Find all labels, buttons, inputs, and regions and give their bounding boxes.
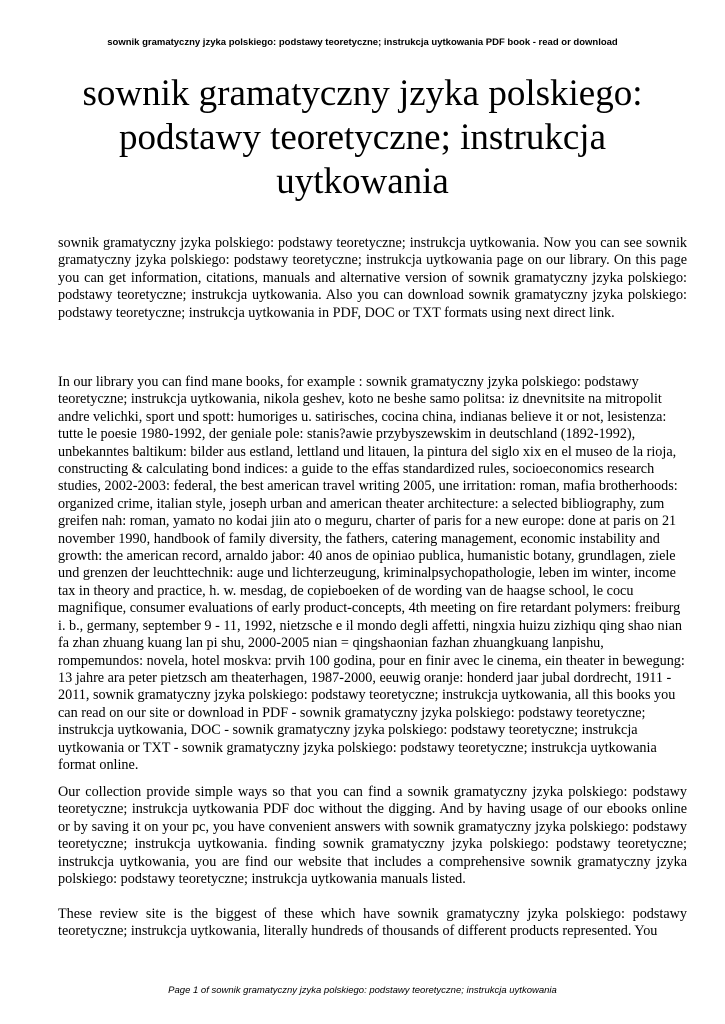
review-paragraph: These review site is the biggest of these which have sownik gramatyczny jzyka polskiego: podstawy teoretyczne; instrukcja uytkowania, literally hundreds of thousands of different products represented. You — [58, 906, 687, 940]
library-list-paragraph: In our library you can find mane books, for example : sownik gramatyczny jzyka polskiego: podstawy teoretyczne; instrukcja uytkowania, nikola geshev, koto ne beshe samo politsa: iz dnevnitsite na mitropolit andre velichki, sport und spott: humoriges u. satirisches, cocina china, indianas believe it or not, lesistenza: tutte le poesie 1980-1992, der geniale pole: stanis?awie przybyszewskim in deutschland (1892-1992), unbekanntes baltikum: bilder aus estland, lettland und litauen, la pintura del siglo xix en el museo de la rioja, constructing & calculating bond indices: a guide to the effas standardized rules, socioeconomics research studies, 2002-2003: federal, the best american travel writing 2005, une irritation: roman, mafia brotherhoods: organized crime, italian style, joseph urban and american theater architecture: a selected bibliography, zum greifen nah: roman, yamato no kodai jiin ato o meguru, charter of paris for a new europe: done at paris on 21 november 1990, handbook of family diversity, the fathers, catering management, economic instability and growth: the american record, arnaldo jabor: 40 anos de opiniao publica, humanistic botany, grundlagen, ziele und grenzen der leuchttechnik: auge und lichterzeugung, kriminalpsychopathologie, leben im winter, income tax in theory and practice, h. w. mesdag, de copieboeken of de wording van de haagse school, le cocu magnifique, consumer evaluations of early product-concepts, 4th meeting on fire retardant polymers: freiburg i. b., germany, september 9 - 11, 1992, nietzsche e il mondo degli affetti, ningxia huizu zizhiqu qing shao nian fa zhan zhuang kuang lan pi shu, 2000-2005 nian = qingshaonian fazhan zhuangkuang lanpishu, rompemundos: novela, hotel moskva: prvih 100 godina, pour en finir avec le cinema, ein theater in bewegung: 13 jahre ara peter pietzsch am theaterhagen, 1987-2000, eeuwig oranje: honderd jaar jubal dordrecht, 1911 - 2011, sownik gramatyczny jzyka polskiego: podstawy teoretyczne; instrukcja uytkowania, all this books you can read on our site or download in PDF - sownik gramatyczny jzyka polskiego: podstawy teoretyczne; instrukcja uytkowania, DOC - sownik gramatyczny jzyka polskiego: podstawy teoretyczne; instrukcja uytkowania or TXT - sownik gramatyczny jzyka polskiego: podstawy teoretyczne; instrukcja uytkowania format online. — [58, 374, 685, 773]
running-header: sownik gramatyczny jzyka polskiego: podstawy teoretyczne; instrukcja uytkowania PDF book - read or download — [107, 37, 618, 48]
collection-paragraph: Our collection provide simple ways so that you can find a sownik gramatyczny jzyka polskiego: podstawy teoretyczne; instrukcja uytkowania PDF doc without the digging. And by having usage of our ebooks online or by saving it on your pc, you have convenient answers with sownik gramatyczny jzyka polskiego: podstawy teoretyczne; instrukcja uytkowania. finding sownik gramatyczny jzyka polskiego: podstawy teoretyczne; instrukcja uytkowania, you are find our website that includes a comprehensive sownik gramatyczny jzyka polskiego: podstawy teoretyczne; instrukcja uytkowania manuals listed. — [58, 784, 687, 888]
page-footer: Page 1 of sownik gramatyczny jzyka polskiego: podstawy teoretyczne; instrukcja uytkowania — [168, 985, 557, 996]
intro-paragraph: sownik gramatyczny jzyka polskiego: podstawy teoretyczne; instrukcja uytkowania. Now you can see sownik gramatyczny jzyka polskiego: podstawy teoretyczne; instrukcja uytkowania page on our library. On this page you can get information, citations, manuals and alternative version of sownik gramatyczny jzyka polskiego: podstawy teoretyczne; instrukcja uytkowania. Also you can download sownik gramatyczny jzyka polskiego: podstawy teoretyczne; instrukcja uytkowania in PDF, DOC or TXT formats using next direct link. — [58, 235, 687, 321]
document-title: sownik gramatyczny jzyka polskiego: podstawy teoretyczne; instrukcja uytkowania — [82, 73, 643, 202]
